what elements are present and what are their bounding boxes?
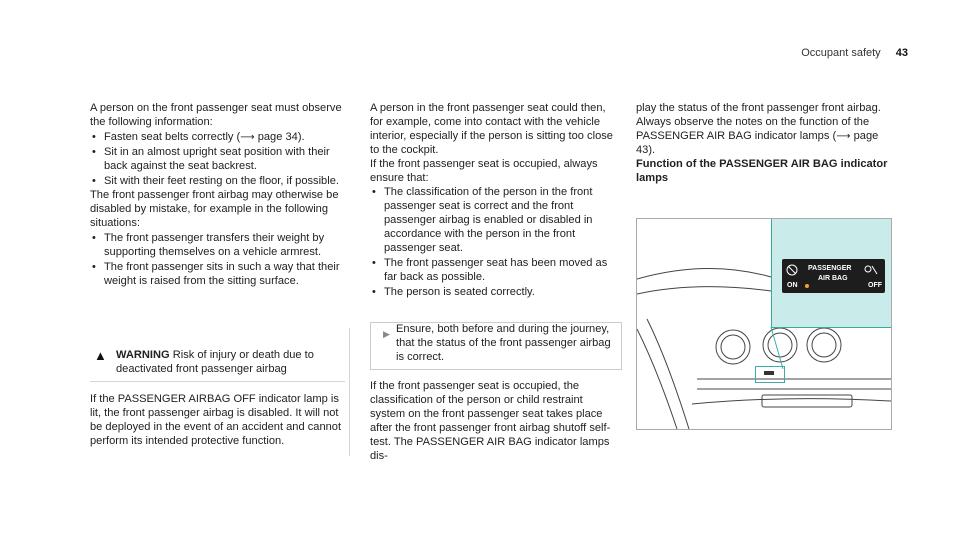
col3-para-text: Always observe the notes on the function of the PASSENGER AIR BAG indicator lamps ( [636,115,870,142]
warning-box [90,349,345,460]
page-reference-link[interactable]: page 34 [257,130,298,143]
arrow-right-icon: ⟶ [836,130,851,142]
col2-list [370,186,620,299]
page-header [801,47,908,59]
column-1 [90,102,345,290]
column-divider [349,328,350,456]
page-reference-link[interactable]: page 43 [636,129,879,156]
arrow-right-icon: ⟶ [240,131,255,143]
list-item-text: Fasten seat belts correctly ( [104,130,241,143]
warning-title: Risk of injury or death due to deactivated front passenger airbag [116,349,314,375]
column-2 [370,102,620,301]
callout-line [637,219,891,429]
page-number: 43 [895,47,908,59]
list-item: • Sit with their feet resting on the floor, if possible. [90,175,345,189]
panel-label-airbag: AIR BAG [818,275,848,282]
indicator-location [764,371,774,375]
col2-para2: If the front passenger seat is occupied, always ensure that: [370,157,598,184]
list-item: • The person is seated correctly. [370,286,620,300]
col1-list-1 [90,131,345,189]
col2-after-note: If the front passenger seat is occupied, the classification of the person or child restraint system on the front passenger seat takes place after the front passenger front airbag shutoff self-test. The PASSENGER AIR BAG indicator lamps dis- [370,380,611,462]
panel-label-on: ON [787,282,798,289]
warning-header [90,349,345,382]
list-item [90,131,345,145]
col3-continuation: play the status of the front passenger front airbag. [636,102,881,114]
list-item: • The front passenger seat has been moved as far back as possible. [370,257,620,285]
note-text: Ensure, both before and during the journey, that the status of the front passenger airbag is correct. [396,323,611,363]
col3-para [636,116,892,158]
list-item: • The classification of the person in the front passenger seat is correct and the front passenger airbag is enabled or disabled in accordance with the person in the front passenger seat. [370,186,620,256]
list-item-tail: ). [297,130,305,143]
dashboard-illustration [636,218,892,430]
panel-label-passenger: PASSENGER [808,265,852,272]
warning-label: WARNING [116,349,170,361]
col1-intro: A person on the front passenger seat must observe the following information: [90,102,342,128]
warning-triangle-icon: ▲ [94,348,107,363]
note-triangle-icon: ▶ [383,329,390,339]
list-item: • The front passenger sits in such a way that their weight is raised from the sitting surface. [90,261,345,289]
col3-para-tail: ). [648,143,656,156]
col1-para2: The front passenger front airbag may otherwise be disabled by mistake, for example in the following situations: [90,189,339,230]
section-title: Occupant safety [801,47,881,59]
warning-body: If the PASSENGER AIRBAG OFF indicator lamp is lit, the front passenger airbag is disabled. It will not be deployed in the event of an accident and cannot perform its intended protective function. [90,392,342,447]
panel-label-off: OFF [868,282,882,289]
list-item: • Sit in an almost upright seat position with their back against the seat backrest. [90,146,345,174]
col1-list-2 [90,232,345,289]
list-item: • The front passenger transfers their weight by supporting themselves on a vehicle armrest. [90,232,345,260]
note-box [370,322,622,370]
col2-intro: A person in the front passenger seat could then, for example, come into contact with the vehicle interior, especially if the person is sitting too close to the cockpit. [370,102,613,156]
indicator-highlight-frame [755,366,785,383]
section-heading: Function of the PASSENGER AIR BAG indicator lamps [636,157,888,184]
column-3 [636,102,892,185]
